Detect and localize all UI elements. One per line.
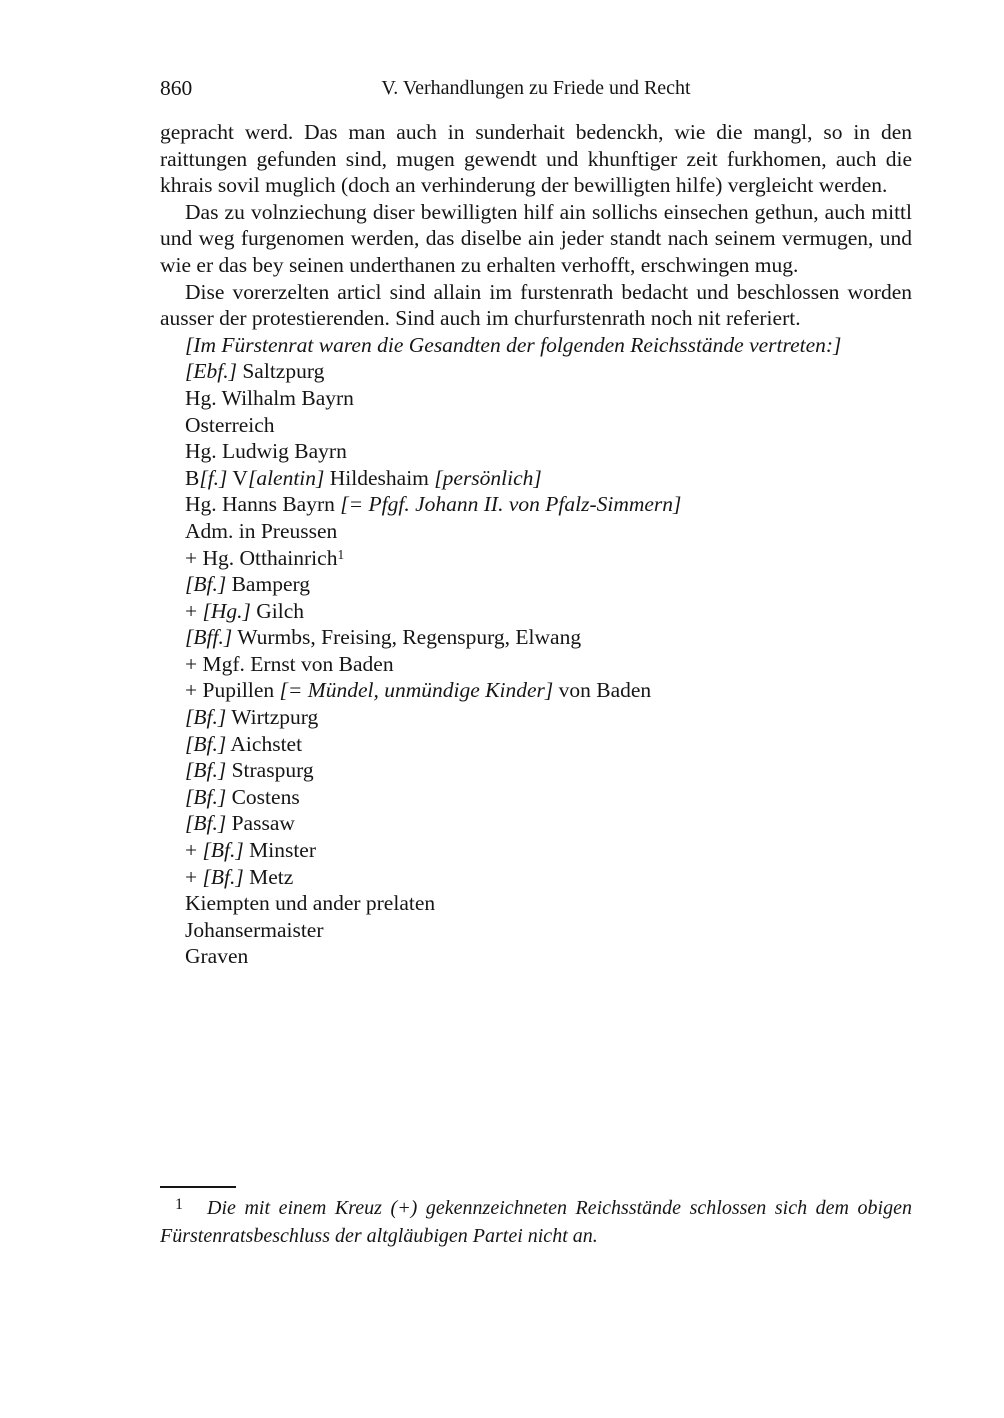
list-item-text: Passaw bbox=[226, 811, 295, 836]
list-item bbox=[185, 465, 912, 492]
list-item-text: [Bf.] bbox=[185, 731, 227, 756]
footnote-body: Die mit einem Kreuz (+) gekennzeichneten Reichsstände schlossen sich dem obigen Fürstenratsbeschluss der altgläubigen Partei nicht an. bbox=[160, 1197, 912, 1247]
list-item-text: [Im Fürstenrat waren die Gesandten der folgenden Reichsstände vertreten:] bbox=[185, 332, 842, 357]
list-item bbox=[185, 358, 912, 385]
list-item-text: Metz bbox=[243, 864, 294, 889]
list-item-text: Bamperg bbox=[226, 572, 311, 597]
list-item-text: B bbox=[185, 465, 200, 490]
running-title: V. Verhandlungen zu Friede und Recht bbox=[381, 77, 691, 99]
list-item-text: + bbox=[185, 864, 203, 889]
footnote-rule bbox=[160, 1186, 236, 1188]
list-item-text: + bbox=[185, 838, 203, 863]
running-header bbox=[160, 76, 912, 100]
paragraph: Dise vorerzelten articl sind allain im furstenrath bedacht und beschlossen worden ausser der protestierenden. Sind auch im churfurstenrath noch nit referiert. bbox=[160, 279, 912, 331]
list-item bbox=[185, 598, 912, 625]
list-item-text: Hg. Hanns Bayrn bbox=[185, 492, 341, 517]
list-item-text: Wirtzpurg bbox=[226, 705, 319, 730]
list-item-text: Osterreich bbox=[185, 412, 275, 437]
list-item-text: Hildeshaim bbox=[324, 465, 435, 490]
list-item-text: + Hg. Otthainrich bbox=[185, 545, 338, 570]
list-item-text: [f.] bbox=[199, 465, 228, 490]
list-item bbox=[185, 890, 912, 917]
list-item bbox=[185, 731, 912, 758]
page-number: 860 bbox=[160, 76, 193, 100]
list-item-text: [= Pfgf. Johann II. von Pfalz-Simmern] bbox=[340, 492, 682, 517]
list-item-text: Wurmbs, Freising, Regenspurg, Elwang bbox=[232, 625, 582, 650]
main-text-block bbox=[160, 119, 912, 970]
list-item-text: Aichstet bbox=[226, 731, 303, 756]
list-item bbox=[185, 917, 912, 944]
list-item bbox=[185, 545, 912, 572]
list-item bbox=[185, 784, 912, 811]
list-item-text: [Bf.] bbox=[202, 838, 244, 863]
list-item bbox=[185, 810, 912, 837]
list-item-text: + Mgf. Ernst von Baden bbox=[185, 651, 394, 676]
list-item bbox=[185, 651, 912, 678]
footnote bbox=[160, 1186, 912, 1250]
paragraph: Das zu volnziechung diser bewilligten hilf ain sollichs einsechen gethun, auch mittl und weg furgenomen werden, das diselbe ain jeder standt nach seinem vermugen, und wie er das bey seinen underthanen zu erhalten verhofft, erschwingen mug. bbox=[160, 199, 912, 277]
list-item-text: [Bf.] bbox=[185, 784, 227, 809]
list-item-text: [Bf.] bbox=[202, 864, 244, 889]
list-item bbox=[185, 412, 912, 439]
list-item bbox=[185, 837, 912, 864]
list-item-text: [Bff.] bbox=[185, 625, 233, 650]
list-item bbox=[185, 677, 912, 704]
list-item bbox=[185, 518, 912, 545]
list-item-text: Costens bbox=[226, 784, 300, 809]
list-item-text: V bbox=[227, 465, 248, 490]
footnote-ref-superscript: 1 bbox=[337, 546, 345, 562]
footnote-text bbox=[160, 1195, 912, 1250]
list-item-text: Saltzpurg bbox=[236, 359, 325, 384]
list-item bbox=[185, 757, 912, 784]
list-item-text: [= Mündel, unmündige Kinder] bbox=[279, 678, 554, 703]
delegate-list bbox=[185, 332, 912, 970]
list-item-text: [Bf.] bbox=[185, 705, 227, 730]
list-item bbox=[185, 624, 912, 651]
list-item-text: [Bf.] bbox=[185, 758, 227, 783]
list-item-text: von Baden bbox=[553, 678, 652, 703]
list-item-text: + bbox=[185, 598, 203, 623]
list-item-text: Graven bbox=[185, 944, 249, 969]
list-item bbox=[185, 571, 912, 598]
list-item bbox=[185, 438, 912, 465]
list-item bbox=[185, 864, 912, 891]
list-item-text: Gilch bbox=[250, 598, 305, 623]
list-item-text: [Bf.] bbox=[185, 572, 227, 597]
list-item-text: Straspurg bbox=[226, 758, 314, 783]
list-item bbox=[185, 332, 912, 359]
list-item-text: Adm. in Preussen bbox=[185, 518, 338, 543]
list-item-text: Hg. Ludwig Bayrn bbox=[185, 439, 347, 464]
list-item-text: Johansermaister bbox=[185, 917, 324, 942]
paragraph: gepracht werd. Das man auch in sunderhait bedenckh, wie die mangl, so in den raittungen gefunden sind, mugen gewendt und khunftiger zeit furkhomen, auch die khrais sovil muglich (doch an verhinderung der bewilligten hilfe) vergleicht werden. bbox=[160, 120, 912, 198]
list-item-text: [Bf.] bbox=[185, 811, 227, 836]
list-item-text: + Pupillen bbox=[185, 678, 280, 703]
list-item bbox=[185, 943, 912, 970]
list-item-text: [Hg.] bbox=[202, 598, 251, 623]
list-item-text: Minster bbox=[243, 838, 316, 863]
list-item bbox=[185, 491, 912, 518]
list-item bbox=[185, 385, 912, 412]
list-item-text: [persönlich] bbox=[434, 465, 542, 490]
list-item-text: Kiempten und ander prelaten bbox=[185, 891, 436, 916]
list-item-text: Hg. Wilhalm Bayrn bbox=[185, 385, 354, 410]
list-item-text: [alentin] bbox=[247, 465, 325, 490]
list-item bbox=[185, 704, 912, 731]
footnote-marker: 1 bbox=[175, 1196, 183, 1213]
list-item-text: [Ebf.] bbox=[185, 359, 237, 384]
